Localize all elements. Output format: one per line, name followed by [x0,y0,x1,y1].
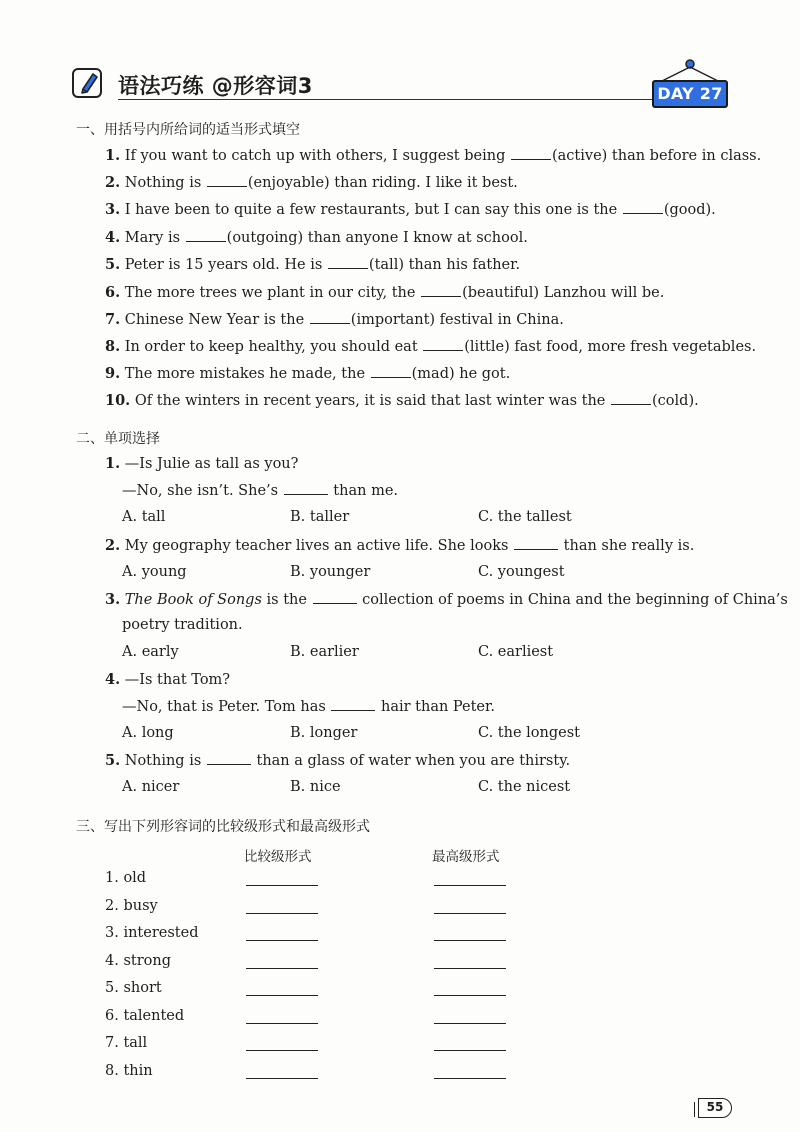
answer-blank[interactable] [328,256,368,269]
page-title: 语法巧练 @形容词3 [118,74,313,98]
option-b[interactable]: B. younger [290,564,371,580]
fill-blank-question: 6. The more trees we plant in our city, the (beautiful) Lanzhou will be. [105,284,665,301]
answer-blank[interactable] [421,284,461,297]
word-item: 1. old [105,870,147,886]
word-item: 3. interested [105,925,199,941]
mc-question-1-line2: —No, she isn’t. She’s than me. [122,483,399,499]
word-item: 6. talented [105,1008,185,1024]
superlative-answer-line[interactable] [434,1023,506,1024]
section-title-fill-blank: 一、用括号内所给词的适当形式填空 [76,122,300,138]
mc-question-3: 3. The Book of Songs is the collection of poems in China and the beginning of China’s [105,591,788,608]
pencil-icon [72,68,102,98]
answer-blank[interactable] [514,537,558,550]
mc-question-1: 1. —Is Julie as tall as you? [105,455,299,472]
answer-blank[interactable] [186,229,226,242]
option-b[interactable]: B. nice [290,779,341,795]
answer-blank[interactable] [611,392,651,405]
superlative-answer-line[interactable] [434,885,506,886]
superlative-answer-line[interactable] [434,968,506,969]
section-title-word-forms: 三、写出下列形容词的比较级形式和最高级形式 [76,819,370,835]
option-c[interactable]: C. the longest [478,725,580,741]
answer-blank[interactable] [207,174,247,187]
fill-blank-question: 9. The more mistakes he made, the (mad) he got. [105,365,511,382]
comparative-answer-line[interactable] [246,913,318,914]
option-c[interactable]: C. youngest [478,564,565,580]
word-item: 4. strong [105,953,171,969]
answer-blank[interactable] [511,147,551,160]
mc-question-3-line2: poetry tradition. [122,617,243,633]
option-a[interactable]: A. young [122,564,187,580]
comparative-answer-line[interactable] [246,1023,318,1024]
word-item: 7. tall [105,1035,148,1051]
option-a[interactable]: A. early [122,644,179,660]
option-b[interactable]: B. taller [290,509,350,525]
superlative-answer-line[interactable] [434,913,506,914]
fill-blank-question: 5. Peter is 15 years old. He is (tall) than his father. [105,256,521,273]
fill-blank-question: 10. Of the winters in recent years, it is said that last winter was the (cold). [105,392,699,409]
word-item: 5. short [105,980,162,996]
answer-blank[interactable] [331,698,375,711]
comparative-answer-line[interactable] [246,968,318,969]
fill-blank-question: 1. If you want to catch up with others, I suggest being (active) than before in class. [105,147,762,164]
mc-question-2: 2. My geography teacher lives an active life. She looks than she really is. [105,537,695,554]
fill-blank-question: 2. Nothing is (enjoyable) than riding. I like it best. [105,174,518,191]
answer-blank[interactable] [284,482,328,495]
option-c[interactable]: C. the tallest [478,509,572,525]
answer-blank[interactable] [207,752,251,765]
section-title-multiple-choice: 二、单项选择 [76,431,160,447]
answer-blank[interactable] [313,591,357,604]
comparative-answer-line[interactable] [246,995,318,996]
answer-blank[interactable] [423,338,463,351]
fill-blank-question: 3. I have been to quite a few restaurants, but I can say this one is the (good). [105,201,716,218]
mc-question-5: 5. Nothing is than a glass of water when you are thirsty. [105,752,571,769]
comparative-answer-line[interactable] [246,885,318,886]
option-b[interactable]: B. earlier [290,644,359,660]
option-a[interactable]: A. long [122,725,174,741]
comparative-answer-line[interactable] [246,1050,318,1051]
word-item: 8. thin [105,1063,153,1079]
answer-blank[interactable] [310,311,350,324]
option-a[interactable]: A. nicer [122,779,180,795]
column-header-comparative: 比较级形式 [244,849,312,865]
fill-blank-question: 8. In order to keep healthy, you should eat (little) fast food, more fresh vegetables. [105,338,757,355]
superlative-answer-line[interactable] [434,940,506,941]
option-a[interactable]: A. tall [122,509,166,525]
fill-blank-question: 4. Mary is (outgoing) than anyone I know at school. [105,229,528,246]
day-label: DAY 27 [652,80,728,108]
day-badge [648,58,732,112]
column-header-superlative: 最高级形式 [432,849,500,865]
page-number: 55 [698,1098,732,1118]
page-header [72,66,732,116]
fill-blank-question: 7. Chinese New Year is the (important) festival in China. [105,311,564,328]
comparative-answer-line[interactable] [246,1078,318,1079]
option-c[interactable]: C. the nicest [478,779,571,795]
title-underline [118,99,696,100]
superlative-answer-line[interactable] [434,1050,506,1051]
answer-blank[interactable] [623,201,663,214]
mc-question-4-line2: —No, that is Peter. Tom has hair than Peter. [122,699,495,715]
superlative-answer-line[interactable] [434,995,506,996]
word-item: 2. busy [105,898,158,914]
superlative-answer-line[interactable] [434,1078,506,1079]
option-b[interactable]: B. longer [290,725,358,741]
answer-blank[interactable] [371,365,411,378]
option-c[interactable]: C. earliest [478,644,554,660]
comparative-answer-line[interactable] [246,940,318,941]
mc-question-4: 4. —Is that Tom? [105,671,231,688]
